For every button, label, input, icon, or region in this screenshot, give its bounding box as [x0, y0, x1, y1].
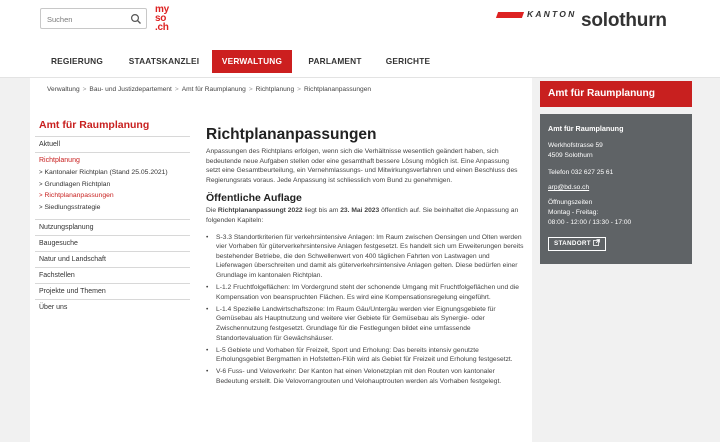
leftnav-item-ueber-uns[interactable]: Über uns — [35, 299, 190, 315]
infobox-title: Amt für Raumplanung — [548, 124, 624, 133]
section-heading: Öffentliche Auflage — [206, 192, 302, 205]
phone-number: Telefon 032 627 25 61 — [548, 168, 614, 176]
address-city: 4509 Solothurn — [548, 151, 593, 159]
address-street: Werkhofstrasse 59 — [548, 142, 603, 149]
chevron-right-icon: > — [39, 170, 43, 176]
logo-solothurn-label: solothurn — [581, 10, 667, 31]
leftnav-subitem-selected[interactable] — [35, 190, 190, 202]
hours-times: 08:00 - 12:00 / 13:30 - 17:00 — [548, 218, 632, 226]
nav-regierung[interactable]: REGIERUNG — [50, 56, 104, 66]
kanton-solothurn-logo[interactable] — [497, 9, 697, 37]
breadcrumb-current: Richtplananpassungen — [303, 86, 372, 93]
list-item: • L-1.4 Spezielle Landwirtschaftszone: Im Raum Gäu/Untergäu werden vier Eignungsgebiete für Gemüsebau als Hauptnutzung und weitere vier Gebiete für Gemüsebau als Synergie- oder Zwischennutzung festgesetzt. Grundlage für die Festlegungen bildet eine umfassende Standortevaluation für Gewächshäuser. — [206, 305, 524, 343]
auflage-paragraph — [206, 206, 524, 225]
search-input[interactable] — [41, 10, 126, 29]
leftnav-item-projekte-themen[interactable]: Projekte und Themen — [35, 283, 190, 299]
myso-logo-line-2: so — [155, 13, 167, 24]
standort-label: STANDORT — [554, 239, 591, 247]
leftnav-subitem-label: Siedlungsstrategie — [44, 203, 101, 211]
chevron-right-icon: > — [39, 193, 43, 199]
main-content — [206, 125, 524, 389]
breadcrumb-item[interactable]: Verwaltung — [47, 86, 80, 93]
auflage-bold: Richtplananpassungt 2022 — [217, 207, 303, 215]
infobox-header: Amt für Raumplanung — [540, 81, 692, 107]
leftnav-subitem[interactable] — [35, 202, 190, 214]
leftnav-subitem-label: Kantonaler Richtplan (Stand 25.05.2021) — [44, 169, 168, 176]
leftnav-subitem-label: Richtplananpassungen — [44, 192, 114, 199]
logo-kanton-label: KANTON — [527, 9, 577, 19]
search-icon[interactable] — [130, 13, 142, 25]
auflage-text: öffentlich auf. Sie beinhaltet die Anpassung an folgenden Kapiteln: — [206, 207, 519, 224]
spacer — [548, 177, 684, 184]
external-link-icon — [593, 239, 600, 246]
spacer — [548, 191, 684, 198]
breadcrumb-item[interactable]: Richtplanung — [255, 86, 295, 93]
myso-logo-line-1: my — [155, 4, 169, 15]
hours-label: Öffnungszeiten — [548, 199, 593, 207]
leftnav-item-nutzungsplanung[interactable]: Nutzungsplanung — [35, 219, 190, 235]
auflage-text: Die — [206, 207, 218, 215]
page-title: Richtplananpassungen — [206, 126, 377, 143]
list-item: • S-3.3 Standortkriterien für verkehrsintensive Anlagen: Im Raum zwischen Oensingen und Olten werden vier Vorhaben für güterverkehrsintensive Anlagen festgesetzt. Es handelt sich um Erweiterungen bereits bestehender Betriebe, die den Schwellenwert von 400 täglichen Fahrten von Lastwagen und Lieferwagen überschreiten und damit als güterverkehrsintensive Anlagen gelten. Diese bedürfen einer Grundlage im kantonalen Richtplan. — [206, 233, 524, 281]
auflage-text: liegt bis am — [302, 207, 341, 215]
nav-staatskanzlei[interactable]: STAATSKANZLEI — [128, 56, 200, 66]
list-item: • L-5 Gebiete und Vorhaben für Freizeit, Sport und Erholung: Das bereits intensiv genutzte Erholungsgebiet Bergmatten in Hofstetten-Flüh wird als Gebiet für Freizeit und Erholung festgesetzt. — [206, 346, 524, 365]
list-item: • L-1.2 Fruchtfolgeflächen: Im Vordergrund steht der schonende Umgang mit Fruchtfolgeflächen und die Kompensation von beanspruchten Flächen. Es wird eine Kompensationsregelung eingeführt. — [206, 283, 524, 302]
breadcrumb-item[interactable]: Bau- und Justizdepartement — [89, 86, 172, 93]
myso-logo-line-3: .ch — [155, 22, 169, 33]
list-item: • V-6 Fuss- und Veloverkehr: Der Kanton hat einen Velonetzplan mit den Routen von kantonaler Bedeutung erstellt. Die Velovorrangrouten und Velohauptrouten werden als Vorhaben festgelegt. — [206, 367, 524, 386]
myso-logo[interactable] — [155, 5, 179, 33]
leftnav-item-natur-landschaft[interactable]: Natur und Landschaft — [35, 251, 190, 267]
hours-days: Montag - Freitag: — [548, 209, 599, 217]
auflage-date: 23. Mai 2023 — [340, 207, 380, 215]
chevron-right-icon: > — [39, 204, 43, 211]
nav-verwaltung[interactable]: VERWALTUNG — [212, 50, 292, 73]
leftnav-item-fachstellen[interactable]: Fachstellen — [35, 267, 190, 283]
leftnav-item-richtplanung[interactable]: Richtplanung — [35, 152, 190, 167]
breadcrumb — [47, 86, 371, 98]
leftnav-subitem-label: Grundlagen Richtplan — [44, 180, 111, 188]
spacer — [548, 161, 684, 168]
email-link[interactable]: arp@bd.so.ch — [548, 184, 590, 192]
breadcrumb-item[interactable]: Amt für Raumplanung — [181, 86, 246, 93]
left-navigation — [35, 115, 190, 315]
chevron-right-icon: > — [248, 86, 253, 93]
header — [0, 0, 720, 42]
chevron-right-icon: > — [297, 86, 301, 93]
leftnav-item-aktuell[interactable]: Aktuell — [35, 136, 190, 152]
intro-paragraph: Anpassungen des Richtplans erfolgen, wenn sich die Verhältnisse wesentlich geändert haben, sich bedeutende neue Aufgaben stellen oder eine gesamthaft bessere Lösung möglich ist. Eine Anpassung setzt eine Gesamtbeurteilung, ein Vernehmlassungs- und Mitwirkungsverfahren und einen Beschluss des Regierungsrats voraus. Jede Anpassung ist schliesslich vom Bund zu genehmigen. — [206, 148, 518, 184]
chapter-list — [206, 233, 524, 387]
search-box — [40, 8, 147, 29]
contact-infobox — [540, 114, 692, 264]
logo-red-bar — [496, 12, 524, 18]
leftnav-title[interactable]: Amt für Raumplanung — [39, 119, 150, 131]
leftnav-item-baugesuche[interactable]: Baugesuche — [35, 235, 190, 251]
chevron-right-icon: > — [82, 86, 87, 93]
leftnav-subitem[interactable] — [35, 167, 190, 179]
standort-button[interactable] — [548, 237, 606, 251]
chevron-right-icon: > — [39, 181, 43, 188]
leftnav-subitem[interactable] — [35, 179, 190, 191]
nav-parlament[interactable]: PARLAMENT — [308, 56, 362, 66]
main-navigation — [0, 47, 720, 77]
chevron-right-icon: > — [174, 86, 179, 93]
nav-gerichte[interactable]: GERICHTE — [385, 56, 431, 66]
